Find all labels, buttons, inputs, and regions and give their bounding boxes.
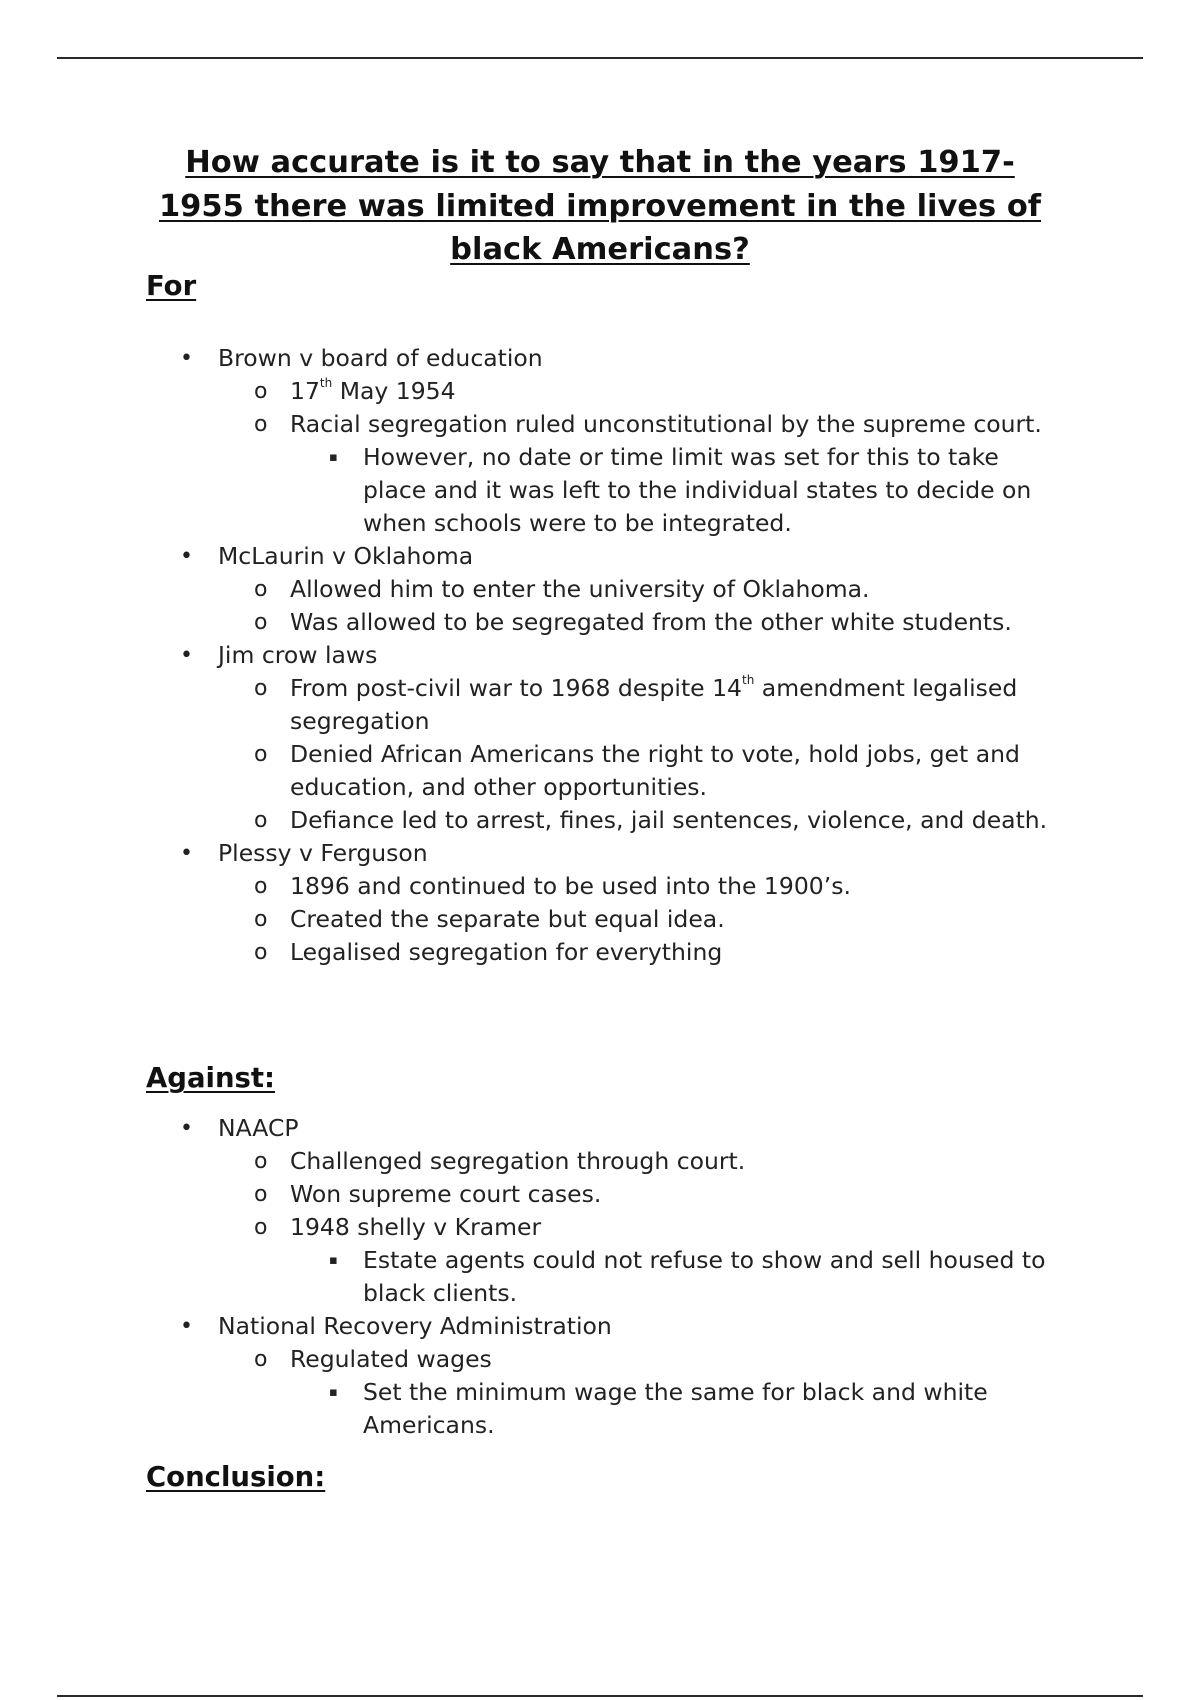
circle-marker: o bbox=[254, 379, 268, 404]
bullet-marker: • bbox=[180, 643, 193, 668]
list-item bbox=[0, 1343, 1055, 1376]
list-item bbox=[0, 342, 1050, 375]
square-marker: ▪ bbox=[329, 1253, 338, 1268]
date-suffix: th bbox=[319, 376, 333, 391]
subpoint-text: However, no date or time limit was set for this to take place and it was left to the individual states to decide on when schools were to be integrated. bbox=[363, 443, 1032, 537]
for-list bbox=[0, 342, 1200, 969]
amendment-text-after: amendment legalised segregation bbox=[290, 674, 1018, 735]
point-text: Defiance led to arrest, fines, jail sentences, violence, and death. bbox=[290, 806, 1048, 834]
point-text: Challenged segregation through court. bbox=[290, 1147, 746, 1175]
square-marker: ▪ bbox=[329, 1385, 338, 1400]
circle-marker: o bbox=[254, 907, 268, 932]
circle-marker: o bbox=[254, 676, 268, 701]
circle-marker: o bbox=[254, 742, 268, 767]
section-heading-conclusion: Conclusion: bbox=[146, 1461, 326, 1493]
list-item bbox=[0, 738, 1055, 804]
circle-marker: o bbox=[254, 1347, 268, 1372]
circle-marker: o bbox=[254, 1149, 268, 1174]
date-day: 17 bbox=[290, 377, 320, 405]
bullet-marker: • bbox=[180, 1314, 193, 1339]
circle-marker: o bbox=[254, 808, 268, 833]
circle-marker: o bbox=[254, 412, 268, 437]
point-text: Denied African Americans the right to vote, hold jobs, get and education, and other opportunities. bbox=[290, 740, 1020, 801]
point-text: Was allowed to be segregated from the other white students. bbox=[290, 608, 1012, 636]
list-item bbox=[0, 1376, 1060, 1442]
point-text: 1896 and continued to be used into the 1900’s. bbox=[290, 872, 851, 900]
item-label: Plessy v Ferguson bbox=[218, 839, 428, 867]
item-label: Brown v board of education bbox=[218, 344, 543, 372]
list-item bbox=[0, 540, 1050, 573]
list-item bbox=[0, 606, 1055, 639]
list-item bbox=[0, 1211, 1055, 1244]
list-item bbox=[0, 903, 1055, 936]
document-title: How accurate is it to say that in the years 1917-1955 there was limited improvement in the lives of black Americans? bbox=[158, 145, 1042, 267]
square-marker: ▪ bbox=[329, 450, 338, 465]
list-item bbox=[0, 870, 1055, 903]
amendment-text-before: From post-civil war to 1968 despite 14 bbox=[290, 674, 743, 702]
header-rule bbox=[57, 57, 1143, 59]
point-text: Racial segregation ruled unconstitutional by the supreme court. bbox=[290, 410, 1042, 438]
list-item bbox=[0, 1244, 1060, 1310]
circle-marker: o bbox=[254, 940, 268, 965]
date-rest: May 1954 bbox=[332, 377, 456, 405]
point-text: Won supreme court cases. bbox=[290, 1180, 602, 1208]
item-label: National Recovery Administration bbox=[218, 1312, 612, 1340]
list-item bbox=[0, 1310, 1050, 1343]
section-heading-for: For bbox=[146, 270, 197, 302]
list-item bbox=[0, 804, 1055, 837]
footer-rule bbox=[57, 1695, 1143, 1697]
circle-marker: o bbox=[254, 577, 268, 602]
bullet-marker: • bbox=[180, 544, 193, 569]
amendment-suffix: th bbox=[742, 673, 755, 688]
circle-marker: o bbox=[254, 874, 268, 899]
subpoint-text: Estate agents could not refuse to show and sell housed to black clients. bbox=[363, 1246, 1046, 1307]
point-text: Allowed him to enter the university of Oklahoma. bbox=[290, 575, 870, 603]
point-text: Regulated wages bbox=[290, 1345, 492, 1373]
list-item bbox=[0, 672, 1055, 738]
list-item bbox=[0, 936, 1055, 969]
item-label: McLaurin v Oklahoma bbox=[218, 542, 474, 570]
list-item bbox=[0, 573, 1055, 606]
item-label: Jim crow laws bbox=[218, 641, 378, 669]
against-list bbox=[0, 1112, 1200, 1442]
bullet-marker: • bbox=[180, 841, 193, 866]
list-item bbox=[0, 639, 1050, 672]
subpoint-text: Set the minimum wage the same for black and white Americans. bbox=[363, 1378, 988, 1439]
point-text: Created the separate but equal idea. bbox=[290, 905, 725, 933]
bullet-marker: • bbox=[180, 346, 193, 371]
list-item bbox=[0, 1178, 1055, 1211]
point-text: Legalised segregation for everything bbox=[290, 938, 723, 966]
circle-marker: o bbox=[254, 1215, 268, 1240]
circle-marker: o bbox=[254, 1182, 268, 1207]
circle-marker: o bbox=[254, 610, 268, 635]
section-heading-against: Against: bbox=[146, 1062, 276, 1094]
point-text: 1948 shelly v Kramer bbox=[290, 1213, 542, 1241]
list-item bbox=[0, 1112, 1050, 1145]
list-item bbox=[0, 837, 1050, 870]
list-item bbox=[0, 441, 1060, 540]
list-item bbox=[0, 408, 1055, 441]
list-item bbox=[0, 1145, 1055, 1178]
list-item bbox=[0, 375, 1055, 408]
item-label: NAACP bbox=[218, 1114, 299, 1142]
bullet-marker: • bbox=[180, 1116, 193, 1141]
